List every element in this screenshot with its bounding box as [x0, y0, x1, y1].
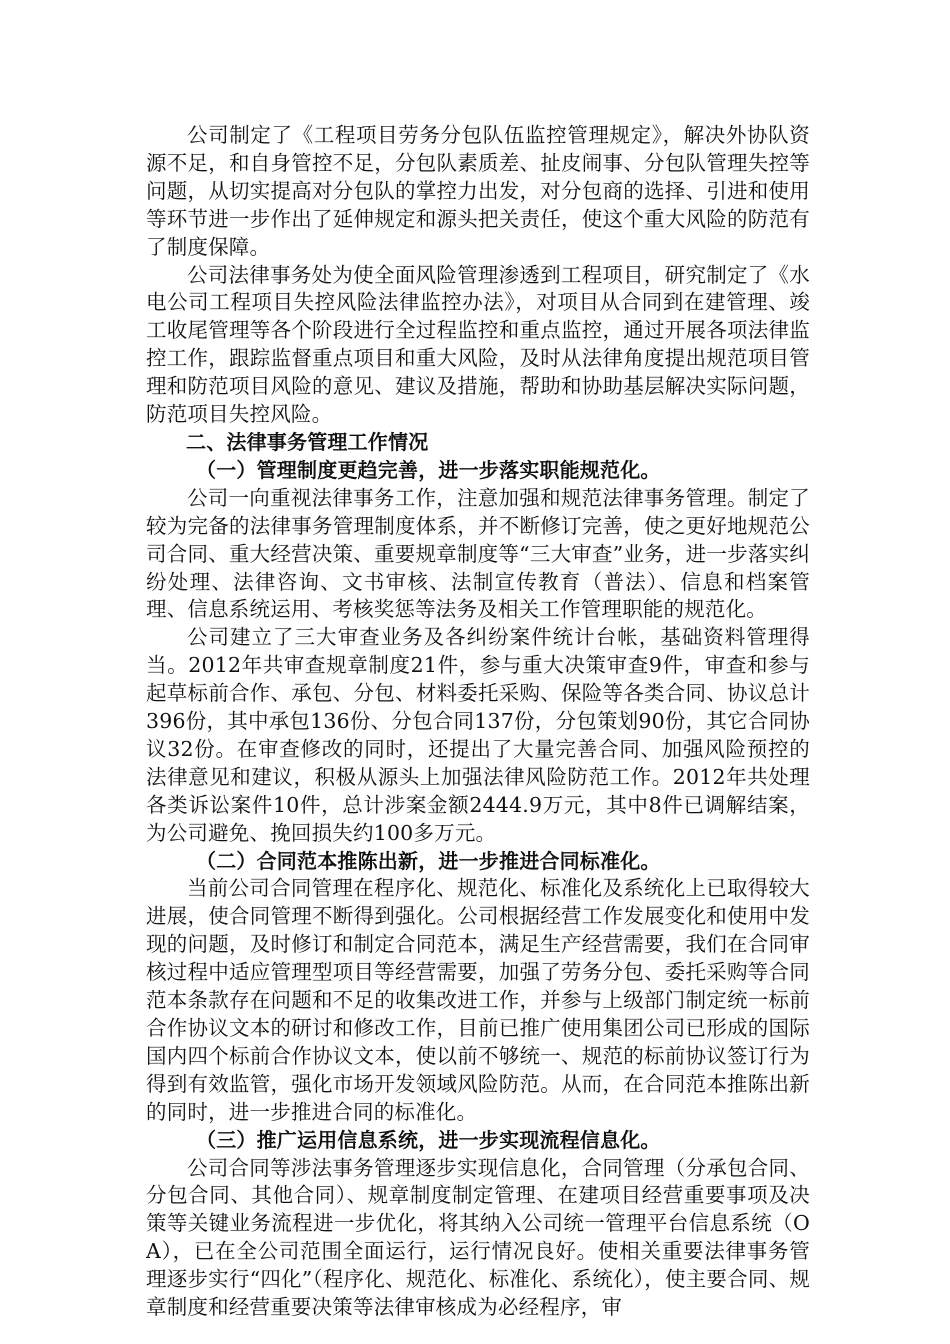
body-paragraph: 公司建立了三大审查业务及各纠纷案件统计台帐，基础资料管理得当。2012年共审查规章制度21件，参与重大决策审查9件，审查和参与起草标前合作、承包、分包、材料委托采购、保险等各类合同、协议总计396份，其中承包136份、分包合同137份，分包策划90份，其它合同协议32份。在审查修改的同时，还提出了大量完善合同、加强风险预控的法律意见和建议，积极从源头上加强法律风险防范工作。2012年共处理各类诉讼案件10件，总计涉案金额2444.9万元，其中8件已调解结案，为公司避免、挽回损失约100多万元。 — [146, 625, 810, 845]
body-paragraph: 公司制定了《工程项目劳务分包队伍监控管理规定》，解决外协队资源不足，和自身管控不足，分包队素质差、扯皮闹事、分包队管理失控等问题，从切实提高对分包队的掌控力出发，对分包商的选择、引进和使用等环节进一步作出了延伸规定和源头把关责任，使这个重大风险的防范有了制度保障。 — [146, 123, 810, 259]
document-page — [146, 122, 810, 1322]
body-paragraph: 公司合同等涉法事务管理逐步实现信息化，合同管理（分承包合同、分包合同、其他合同）、规章制度制定管理、在建项目经营重要事项及决策等关键业务流程进一步优化，将其纳入公司统一管理平台信息系统（OA），已在全公司范围全面运行，运行情况良好。使相关重要法律事务管理逐步实行“四化”（程序化、规范化、标准化、系统化），使主要合同、规章制度和经营重要决策等法律审核成为必经程序，审 — [146, 1155, 810, 1320]
section-heading: 二、法律事务管理工作情况 — [186, 429, 429, 454]
subsection-heading: （一）管理制度更趋完善，进一步落实职能规范化。 — [196, 457, 661, 482]
body-paragraph: 公司一向重视法律事务工作，注意加强和规范法律事务管理。制定了较为完备的法律事务管理制度体系，并不断修订完善，使之更好地规范公司合同、重大经营决策、重要规章制度等“三大审查”业务，进一步落实纠纷处理、法律咨询、文书审核、法制宣传教育（普法）、信息和档案管理、信息系统运用、考核奖惩等法务及相关工作管理职能的规范化。 — [146, 485, 810, 622]
body-paragraph: 公司法律事务处为使全面风险管理渗透到工程项目，研究制定了《水电公司工程项目失控风险法律监控办法》，对项目从合同到在建管理、竣工收尾管理等各个阶段进行全过程监控和重点监控，通过开展各项法律监控工作，跟踪监督重点项目和重大风险，及时从法律角度提出规范项目管理和防范项目风险的意见、建议及措施，帮助和协助基层解决实际问题，防范项目失控风险。 — [146, 262, 810, 427]
subsection-heading: （三）推广运用信息系统，进一步实现流程信息化。 — [196, 1127, 661, 1152]
body-paragraph: 当前公司合同管理在程序化、规范化、标准化及系统化上已取得较大进展，使合同管理不断得到强化。公司根据经营工作发展变化和使用中发现的问题，及时修订和制定合同范本，满足生产经营需要，我们在合同审核过程中适应管理型项目等经营需要，加强了劳务分包、委托采购等合同范本条款存在问题和不足的收集改进工作，并参与上级部门制定统一标前合作协议文本的研讨和修改工作，目前已推广使用集团公司已形成的国际国内四个标前合作协议文本，使以前不够统一、规范的标前协议签订行为得到有效监管，强化市场开发领域风险防范。从而，在合同范本推陈出新的同时，进一步推进合同的标准化。 — [146, 876, 810, 1124]
subsection-heading: （二）合同范本推陈出新，进一步推进合同标准化。 — [196, 848, 661, 873]
